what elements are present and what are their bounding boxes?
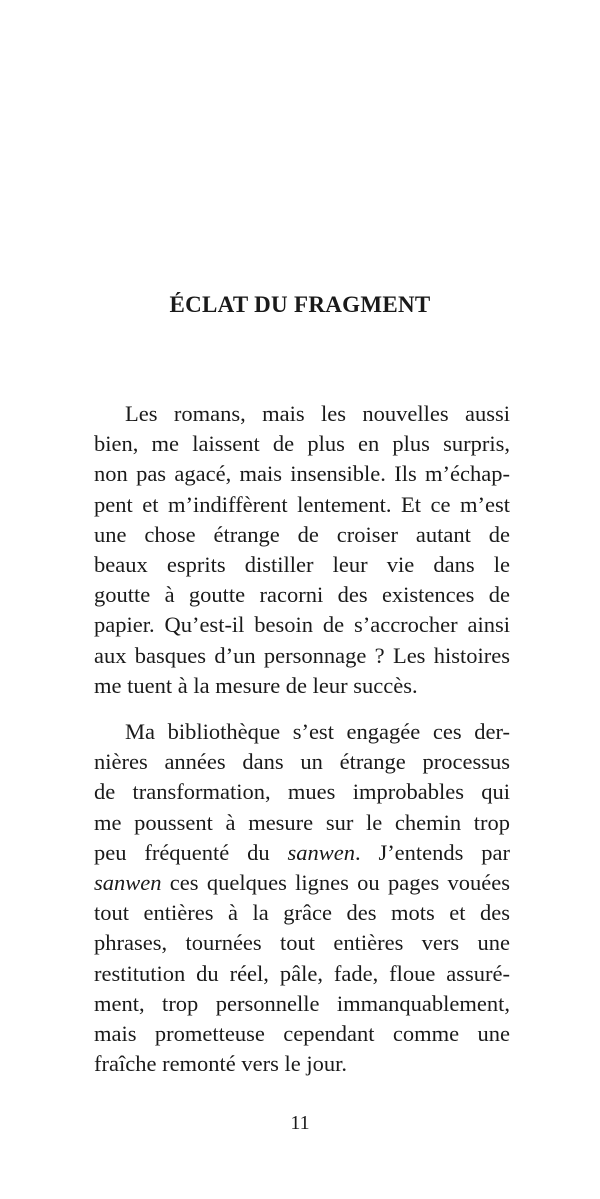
- paragraph-2-line: tout entières à la grâce des mots et des: [94, 900, 510, 926]
- line-text: peu fréquenté du: [94, 839, 288, 865]
- italic-term: sanwen: [94, 869, 162, 895]
- paragraph-2-line: mais prometteuse cependant comme une: [94, 1020, 510, 1046]
- page-number: 11: [290, 1112, 310, 1134]
- paragraph-1-line: non pas agacé, mais insensible. Ils m’échap-: [94, 461, 510, 487]
- line-text: ces quelques lignes ou pages vouées: [161, 869, 510, 895]
- line-text: . J’entends par: [354, 839, 510, 865]
- chapter-title: ÉCLAT DU FRAGMENT: [169, 292, 431, 317]
- paragraph-1-line: Les romans, mais les nouvelles aussi: [125, 401, 510, 426]
- paragraph-1-line: une chose étrange de croiser autant de: [94, 521, 510, 547]
- italic-term: sanwen: [287, 839, 355, 865]
- paragraph-1: [94, 399, 510, 701]
- paragraph-2-line: Ma bibliothèque s’est engagée ces der-: [125, 719, 510, 744]
- paragraph-2-line: de transformation, mues improbables qui: [94, 779, 510, 805]
- paragraph-1-line: aux basques d’un personnage ? Les histoires: [94, 642, 510, 668]
- paragraph-2-line: fraîche remonté vers le jour.: [94, 1051, 348, 1077]
- paragraph-2-line: nières années dans un étrange processus: [94, 749, 510, 775]
- paragraph-2: [94, 717, 510, 1079]
- paragraph-2-line: ment, trop personnelle immanquablement,: [94, 990, 510, 1016]
- paragraph-2-line: restitution du réel, pâle, fade, floue assuré-: [94, 960, 510, 986]
- paragraph-2-line: phrases, tournées tout entières vers une: [94, 930, 510, 956]
- paragraph-1-line: goutte à goutte racorni des existences de: [94, 582, 510, 608]
- paragraph-1-line: pent et m’indiffèrent lentement. Et ce m’est: [94, 491, 510, 517]
- paragraph-2-line: [94, 838, 510, 868]
- paragraph-2-line: [94, 868, 510, 898]
- paragraph-1-line: bien, me laissent de plus en plus surpris,: [94, 431, 510, 457]
- paragraph-1-line: beaux esprits distiller leur vie dans le: [94, 551, 510, 577]
- paragraph-2-line: me poussent à mesure sur le chemin trop: [94, 809, 510, 835]
- paragraph-1-line: papier. Qu’est-il besoin de s’accrocher ainsi: [94, 612, 510, 638]
- paragraph-1-line: me tuent à la mesure de leur succès.: [94, 672, 418, 698]
